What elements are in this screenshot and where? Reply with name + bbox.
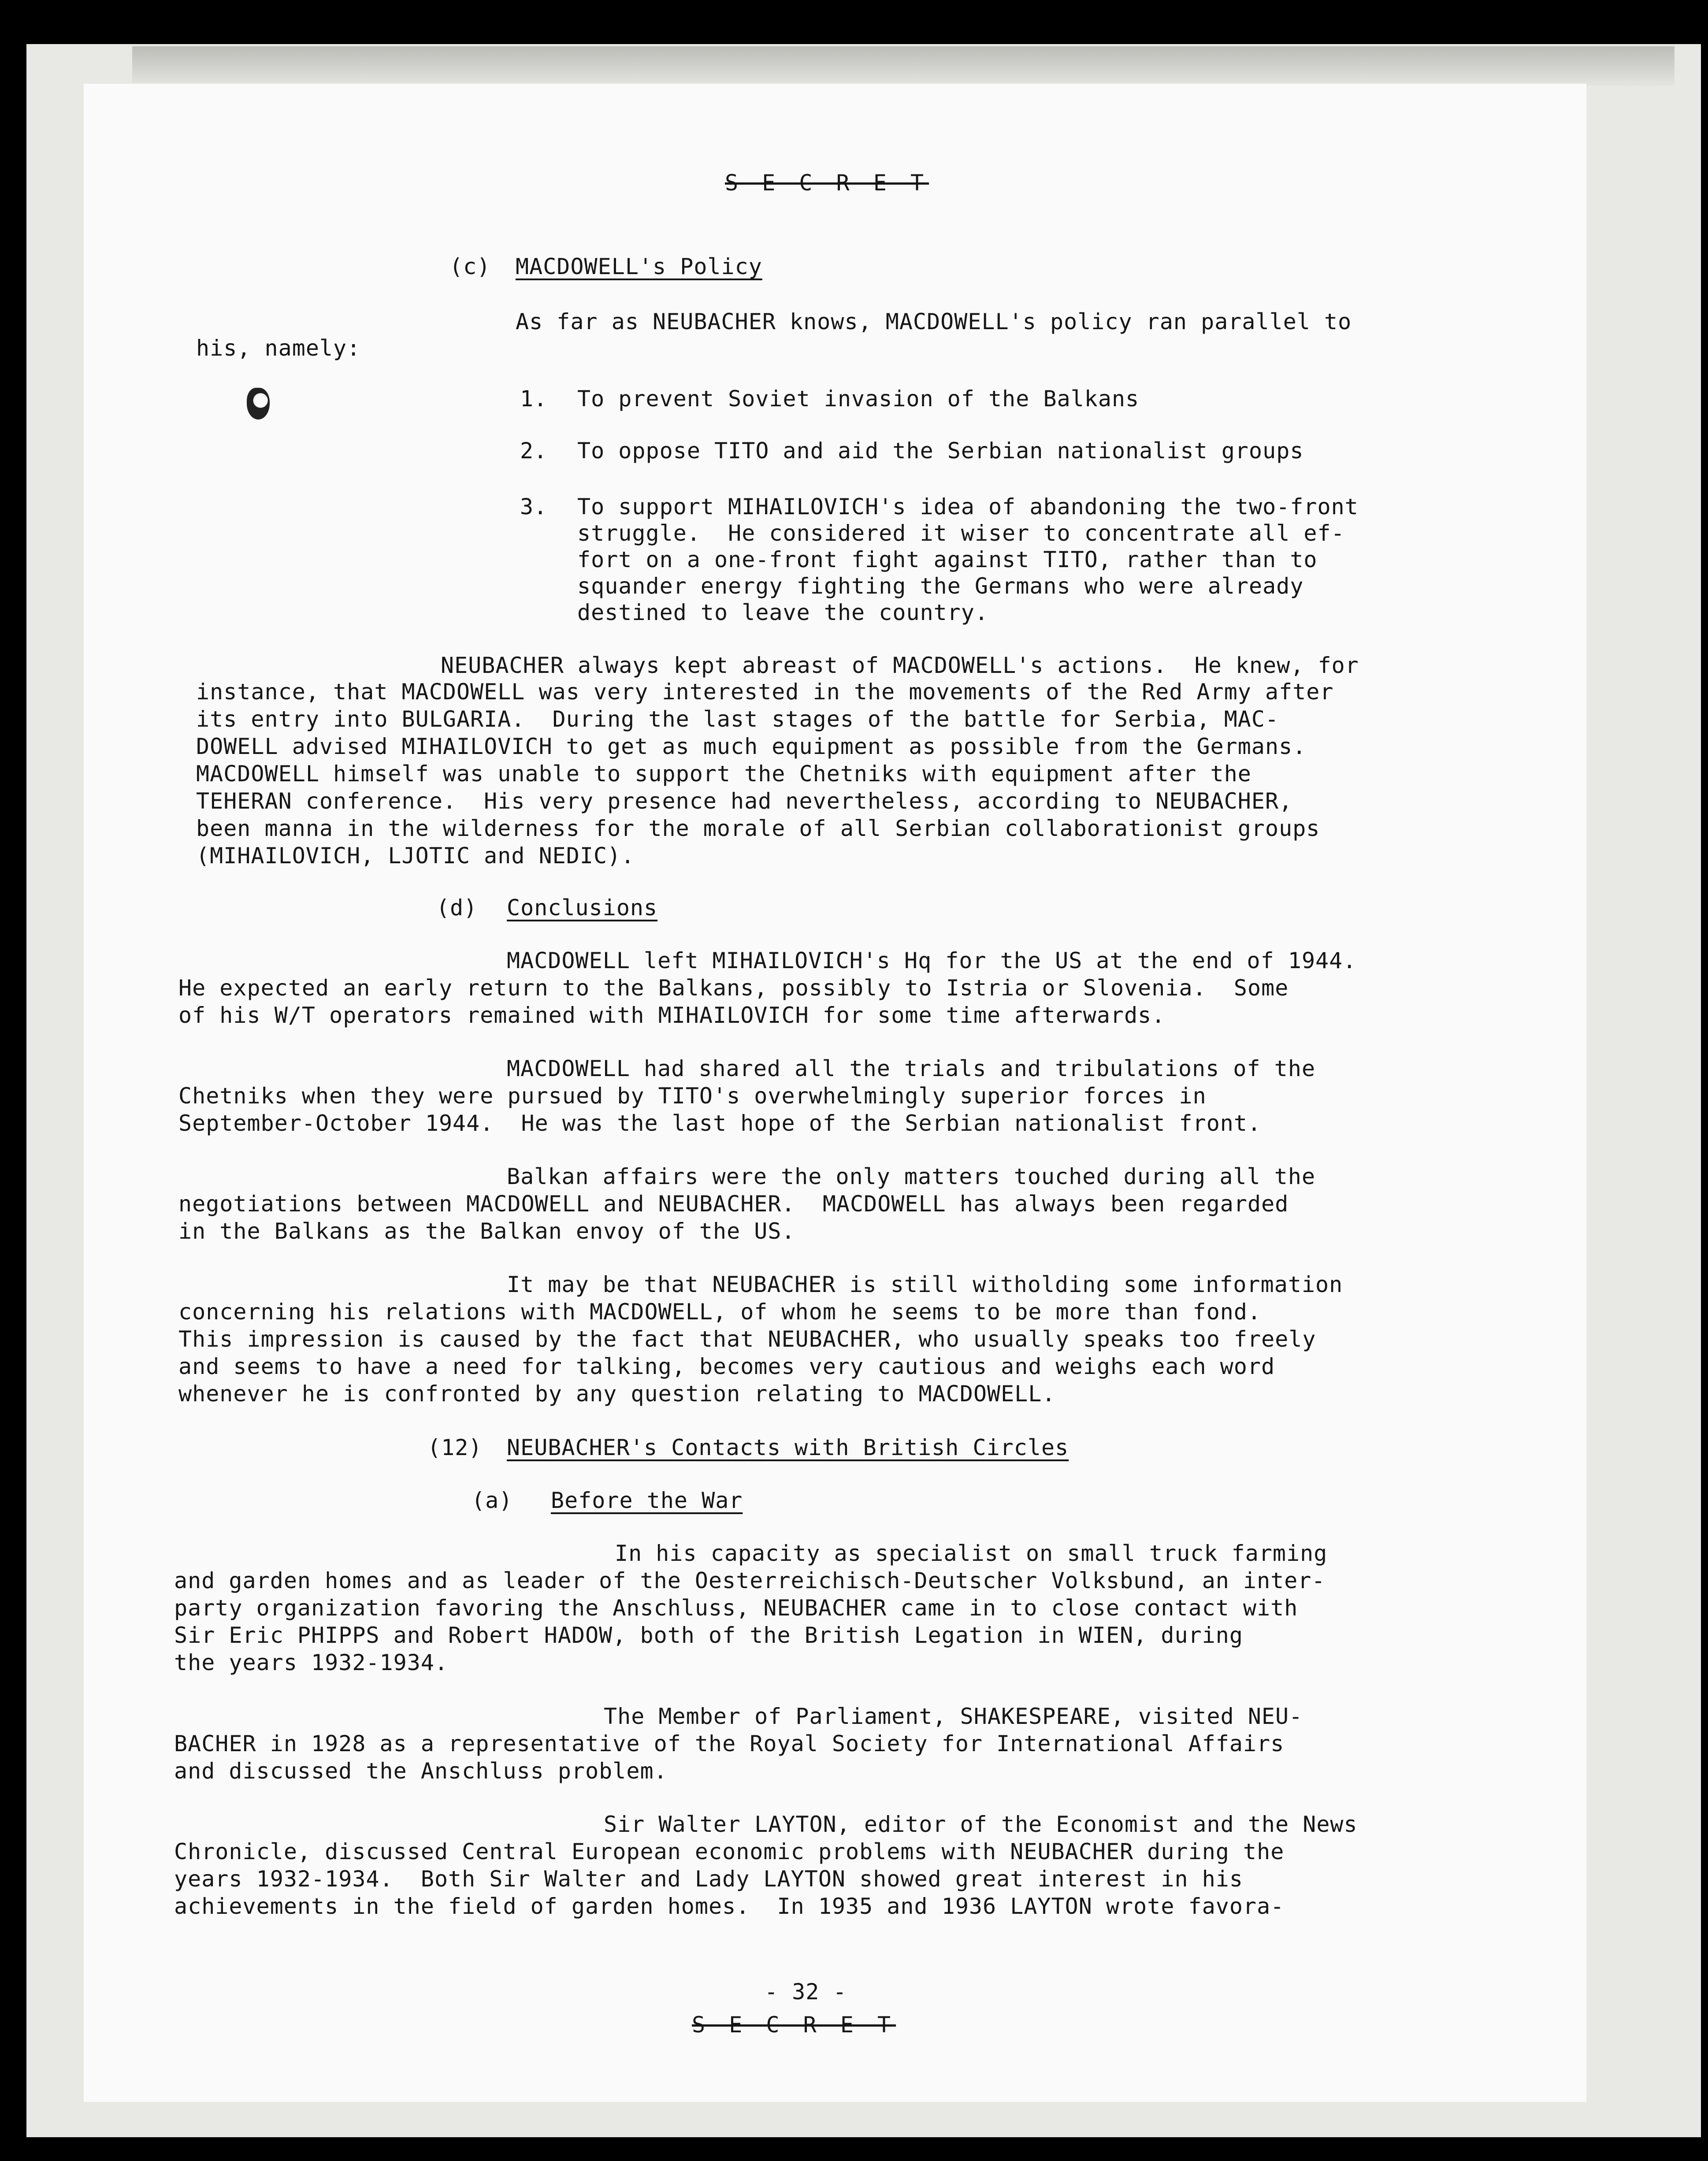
- paragraph-line: DOWELL advised MIHAILOVICH to get as much equipment as possible from the Germans.: [196, 734, 1307, 759]
- paragraph-line: and garden homes and as leader of the Oesterreichisch-Deutscher Volksbund, an inter-: [174, 1568, 1326, 1593]
- paragraph-line: Chetniks when they were pursued by TITO's overwhelmingly superior forces in: [178, 1083, 1207, 1109]
- page-number: - 32 -: [765, 1979, 847, 2005]
- classification-footer: S E C R E T: [692, 2012, 896, 2038]
- subsection-label: (a): [472, 1488, 513, 1513]
- list-item-number: 3.: [520, 494, 548, 520]
- paragraph-line: and seems to have a need for talking, becomes very cautious and weighs each word: [178, 1354, 1275, 1379]
- list-item-text: To oppose TITO and aid the Serbian nationalist groups: [577, 438, 1304, 464]
- paragraph-line: September-October 1944. He was the last hope of the Serbian nationalist front.: [178, 1110, 1262, 1136]
- list-item-text: struggle. He considered it wiser to concentrate all ef-: [577, 520, 1345, 546]
- section-c-intro: his, namely:: [196, 335, 361, 361]
- paragraph-line: He expected an early return to the Balkans, possibly to Istria or Slovenia. Some: [178, 975, 1289, 1001]
- paragraph-line: of his W/T operators remained with MIHAILOVICH for some time afterwards.: [178, 1003, 1166, 1028]
- paragraph-line: party organization favoring the Anschluss, NEUBACHER came in to close contact with: [174, 1595, 1298, 1621]
- subsection-title: Before the War: [551, 1488, 743, 1513]
- paragraph-line: In his capacity as specialist on small truck farming: [615, 1541, 1328, 1566]
- section-12-label: (12): [427, 1435, 483, 1460]
- list-item-text: To prevent Soviet invasion of the Balkans: [577, 386, 1140, 412]
- paragraph-line: concerning his relations with MACDOWELL, of whom he seems to be more than fond.: [178, 1299, 1262, 1325]
- paragraph-line: BACHER in 1928 as a representative of the Royal Society for International Affairs: [174, 1731, 1285, 1756]
- paragraph-line: instance, that MACDOWELL was very interested in the movements of the Red Army after: [196, 679, 1334, 705]
- paragraph-line: Sir Eric PHIPPS and Robert HADOW, both of the British Legation in WIEN, during: [174, 1623, 1243, 1648]
- paragraph-line: It may be that NEUBACHER is still witholding some information: [507, 1272, 1343, 1297]
- paragraph-line: MACDOWELL himself was unable to support the Chetniks with equipment after the: [196, 761, 1251, 787]
- paragraph-line: been manna in the wilderness for the morale of all Serbian collaborationist groups: [196, 816, 1320, 841]
- section-c-label: (c): [449, 254, 491, 279]
- document-page: [84, 84, 1586, 2102]
- paragraph-line: its entry into BULGARIA. During the last stages of the battle for Serbia, MAC-: [196, 706, 1279, 732]
- paragraph-line: whenever he is confronted by any question relating to MACDOWELL.: [178, 1381, 1056, 1407]
- section-d-title: Conclusions: [507, 895, 658, 921]
- paragraph-line: achievements in the field of garden homes. In 1935 and 1936 LAYTON wrote favora-: [174, 1894, 1285, 1919]
- section-12-title: NEUBACHER's Contacts with British Circles: [507, 1435, 1069, 1460]
- section-d-label: (d): [436, 895, 478, 921]
- sheet-edge: [132, 46, 1675, 86]
- paragraph-line: negotiations between MACDOWELL and NEUBACHER. MACDOWELL has always been regarded: [178, 1191, 1289, 1217]
- list-item-text: squander energy fighting the Germans who were already: [577, 573, 1304, 599]
- paragraph-line: TEHERAN conference. His very presence had nevertheless, according to NEUBACHER,: [196, 788, 1293, 814]
- paragraph-line: NEUBACHER always kept abreast of MACDOWELL's actions. He knew, for: [441, 653, 1359, 678]
- paragraph-line: in the Balkans as the Balkan envoy of the US.: [178, 1218, 795, 1244]
- classification-header: S E C R E T: [725, 170, 929, 196]
- paragraph-line: MACDOWELL had shared all the trials and tribulations of the: [507, 1056, 1316, 1081]
- paragraph-line: and discussed the Anschluss problem.: [174, 1758, 668, 1784]
- paragraph-line: Balkan affairs were the only matters touched during all the: [507, 1164, 1316, 1189]
- list-item-number: 1.: [520, 386, 548, 412]
- paragraph-line: (MIHAILOVICH, LJOTIC and NEDIC).: [196, 843, 635, 869]
- list-item-text: fort on a one-front fight against TITO, rather than to: [577, 547, 1318, 572]
- paragraph-line: This impression is caused by the fact that NEUBACHER, who usually speaks too freely: [178, 1326, 1316, 1352]
- paragraph-line: the years 1932-1934.: [174, 1650, 449, 1675]
- section-c-intro: As far as NEUBACHER knows, MACDOWELL's policy ran parallel to: [516, 309, 1352, 334]
- paragraph-line: The Member of Parliament, SHAKESPEARE, visited NEU-: [604, 1704, 1303, 1729]
- section-c-title: MACDOWELL's Policy: [516, 254, 762, 279]
- list-item-text: destined to leave the country.: [577, 600, 989, 625]
- list-item-text: To support MIHAILOVICH's idea of abandoning the two-front: [577, 494, 1359, 520]
- paragraph-line: Sir Walter LAYTON, editor of the Economist and the News: [604, 1812, 1358, 1837]
- paragraph-line: Chronicle, discussed Central European economic problems with NEUBACHER during the: [174, 1839, 1285, 1864]
- punch-hole-mark: [247, 388, 270, 420]
- paragraph-line: years 1932-1934. Both Sir Walter and Lady LAYTON showed great interest in his: [174, 1866, 1243, 1892]
- list-item-number: 2.: [520, 438, 548, 464]
- paragraph-line: MACDOWELL left MIHAILOVICH's Hq for the US at the end of 1944.: [507, 948, 1357, 973]
